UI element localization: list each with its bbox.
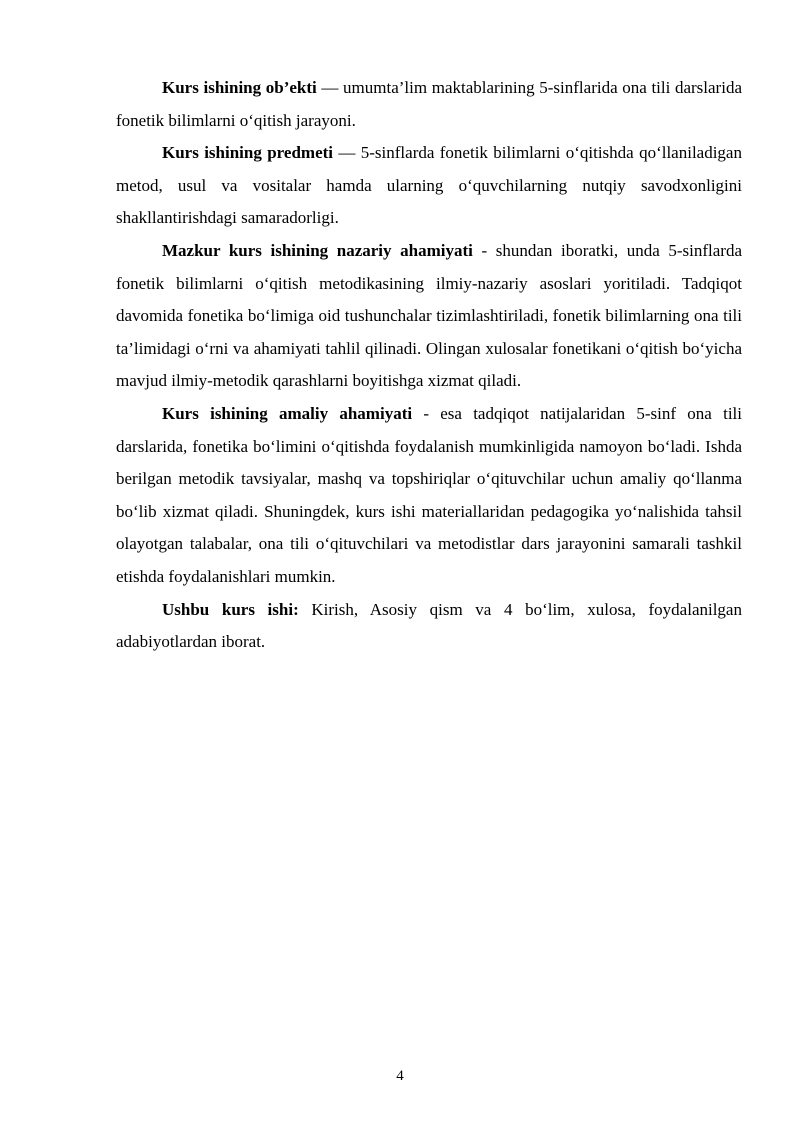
paragraph-subject xyxy=(116,137,742,235)
term-subject: Kurs ishining predmeti xyxy=(162,143,334,163)
term-object: Kurs ishining ob’ekti xyxy=(162,78,317,97)
text-object: — umumta’lim maktablarining 5-sinflarida ona tili darslarida fonetik bilimlarni o‘qitish jarayoni. xyxy=(116,78,742,130)
term-practical-significance: Kurs ishining amaliy ahamiyati xyxy=(162,403,413,423)
text-subject: — 5-sinflarda fonetik bilimlarni o‘qitishda qo‘llaniladigan metod, usul va vositalar hamda ularning o‘quvchilarning nutqiy savodxonligini shakllantirishdagi samaradorligi. xyxy=(116,143,742,228)
text-theoretical-significance: - shundan iboratki, unda 5-sinflarda fonetik bilimlarni o‘qitish metodikasining ilmiy-nazariy asoslari yoritiladi. Tadqiqot davomida fonetika bo‘limiga oid tushunchalar tizimlashtiriladi, fonetik bilimlarning ona tili ta’limidagi o‘rni va ahamiyati tahlil qilinadi. Olingan xulosalar fonetikani o‘qitish bo‘yicha mavjud ilmiy-metodik qarashlarni boyitishga xizmat qiladi. xyxy=(116,240,742,391)
term-structure: Ushbu kurs ishi: xyxy=(162,599,299,619)
text-structure: Kirish, Asosiy qism va 4 bo‘lim, xulosa, foydalanilgan adabiyotlardan iborat. xyxy=(116,599,742,652)
paragraph-theoretical-significance xyxy=(116,235,742,398)
paragraph-practical-significance xyxy=(116,398,742,594)
page-number: 4 xyxy=(396,1068,404,1084)
document-body xyxy=(116,72,742,659)
paragraph-structure xyxy=(116,594,742,659)
paragraph-object xyxy=(116,72,742,137)
text-practical-significance: - esa tadqiqot natijalaridan 5-sinf ona tili darslarida, fonetika bo‘limini o‘qitishda foydalanish mumkinligida namoyon bo‘ladi. Ishda berilgan metodik tavsiyalar, mashq va topshiriqlar o‘qituvchilar uchun amaliy qo‘llanma bo‘lib xizmat qiladi. Shuningdek, kurs ishi materiallaridan pedagogika yo‘nalishida tahsil olayotgan talabalar, ona tili o‘qituvchilari va metodistlar dars jarayonini samarali tashkil etishda foydalanishlari mumkin. xyxy=(116,403,742,586)
term-theoretical-significance: Mazkur kurs ishining nazariy ahamiyati xyxy=(162,240,473,260)
